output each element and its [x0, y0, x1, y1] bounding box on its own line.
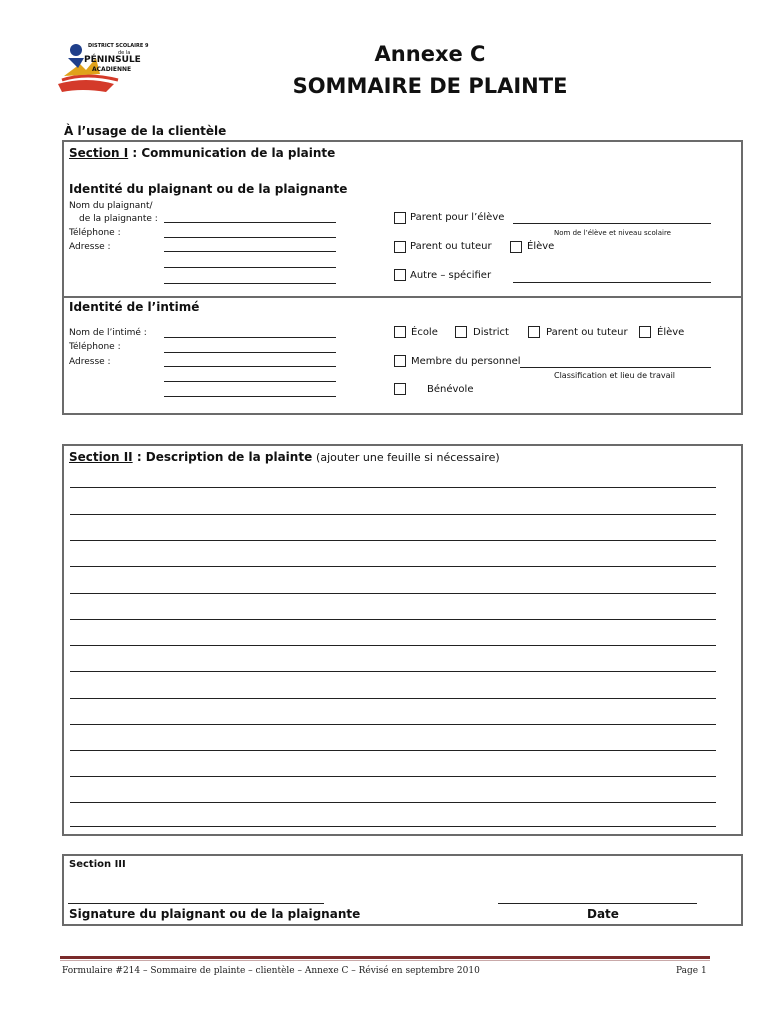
description-line-11[interactable] [70, 750, 716, 751]
description-line-7[interactable] [70, 645, 716, 646]
adresse-intime-field-1[interactable] [164, 366, 336, 367]
description-line-2[interactable] [70, 514, 716, 515]
adresse-intime-field-3[interactable] [164, 396, 336, 397]
nom-intime-label: Nom de l’intimé : [69, 328, 147, 338]
telephone-label: Téléphone : [69, 228, 121, 238]
section-1-label: Section I [69, 146, 129, 160]
classification-field[interactable] [520, 367, 711, 368]
section-2-box [62, 444, 743, 836]
parent-tuteur-intime-checkbox[interactable] [528, 326, 540, 338]
nom-eleve-caption: Nom de l’élève et niveau scolaire [554, 229, 671, 237]
description-line-5[interactable] [70, 593, 716, 594]
parent-tuteur-intime-label: Parent ou tuteur [546, 327, 628, 338]
description-line-3[interactable] [70, 540, 716, 541]
date-label: Date [587, 907, 619, 921]
usage-label: À l’usage de la clientèle [64, 124, 227, 138]
description-line-14[interactable] [70, 826, 716, 827]
section-2-heading [69, 450, 500, 464]
adresse-intime-field-2[interactable] [164, 381, 336, 382]
footer-page-number: Page 1 [676, 966, 707, 976]
description-line-8[interactable] [70, 671, 716, 672]
description-line-13[interactable] [70, 802, 716, 803]
section-1-heading-rest: : Communication de la plainte [128, 146, 336, 160]
benevole-label: Bénévole [427, 384, 474, 395]
description-line-6[interactable] [70, 619, 716, 620]
description-line-1[interactable] [70, 487, 716, 488]
nom-label-2: de la plaignante : [79, 214, 158, 224]
description-line-9[interactable] [70, 698, 716, 699]
plaignant-heading: Identité du plaignant ou de la plaignante [69, 182, 348, 196]
district-checkbox[interactable] [455, 326, 467, 338]
autre-label: Autre – spécifier [410, 270, 492, 281]
adresse-label: Adresse : [69, 242, 111, 252]
eleve-intime-label: Élève [657, 327, 685, 338]
membre-personnel-label: Membre du personnel [411, 356, 521, 367]
parent-eleve-label: Parent pour l’élève [410, 212, 505, 223]
autre-checkbox[interactable] [394, 269, 406, 281]
membre-personnel-checkbox[interactable] [394, 355, 406, 367]
footer-rule-dark [60, 956, 710, 959]
title-annexe: Annexe C [374, 42, 486, 66]
intime-heading: Identité de l’intimé [69, 300, 200, 314]
parent-eleve-checkbox[interactable] [394, 212, 406, 224]
parent-tuteur-checkbox[interactable] [394, 241, 406, 253]
district-label: District [473, 327, 509, 338]
logo-text-3: PÉNINSULE [84, 55, 141, 65]
nom-eleve-field[interactable] [513, 223, 711, 224]
telephone-intime-field[interactable] [164, 352, 336, 353]
section-2-note: (ajouter une feuille si nécessaire) [316, 451, 500, 464]
description-line-12[interactable] [70, 776, 716, 777]
nom-plaignant-field[interactable] [164, 222, 336, 223]
signature-field[interactable] [68, 903, 324, 904]
telephone-field[interactable] [164, 237, 336, 238]
description-line-4[interactable] [70, 566, 716, 567]
benevole-checkbox[interactable] [394, 383, 406, 395]
section-1-divider [63, 296, 742, 298]
eleve-checkbox[interactable] [510, 241, 522, 253]
page-title: SOMMAIRE DE PLAINTE [292, 74, 568, 98]
telephone-intime-label: Téléphone : [69, 342, 121, 352]
section-1-heading [69, 146, 335, 160]
date-field[interactable] [498, 903, 697, 904]
logo-text-4: ACADIENNE [92, 66, 132, 73]
adresse-field-2[interactable] [164, 267, 336, 268]
section-3-label: Section III [69, 859, 126, 870]
nom-intime-field[interactable] [164, 337, 336, 338]
footer-rule-light [60, 960, 710, 961]
adresse-field-1[interactable] [164, 251, 336, 252]
ecole-checkbox[interactable] [394, 326, 406, 338]
logo-text-2: de la [118, 50, 131, 56]
eleve-intime-checkbox[interactable] [639, 326, 651, 338]
logo-text-1: DISTRICT SCOLAIRE 9 [88, 43, 149, 49]
adresse-intime-label: Adresse : [69, 357, 111, 367]
adresse-field-3[interactable] [164, 283, 336, 284]
footer-form-text: Formulaire #214 – Sommaire de plainte – clientèle – Annexe C – Révisé en septembre 2010 [62, 966, 480, 976]
section-2-heading-rest: : Description de la plainte [132, 450, 313, 464]
eleve-label: Élève [527, 241, 555, 252]
signature-label: Signature du plaignant ou de la plaignante [69, 907, 361, 921]
parent-tuteur-label: Parent ou tuteur [410, 241, 492, 252]
autre-field[interactable] [513, 282, 711, 283]
classification-caption: Classification et lieu de travail [554, 371, 676, 380]
nom-label-1: Nom du plaignant/ [69, 201, 153, 211]
description-line-10[interactable] [70, 724, 716, 725]
ecole-label: École [411, 327, 438, 338]
section-2-label: Section II [69, 450, 133, 464]
